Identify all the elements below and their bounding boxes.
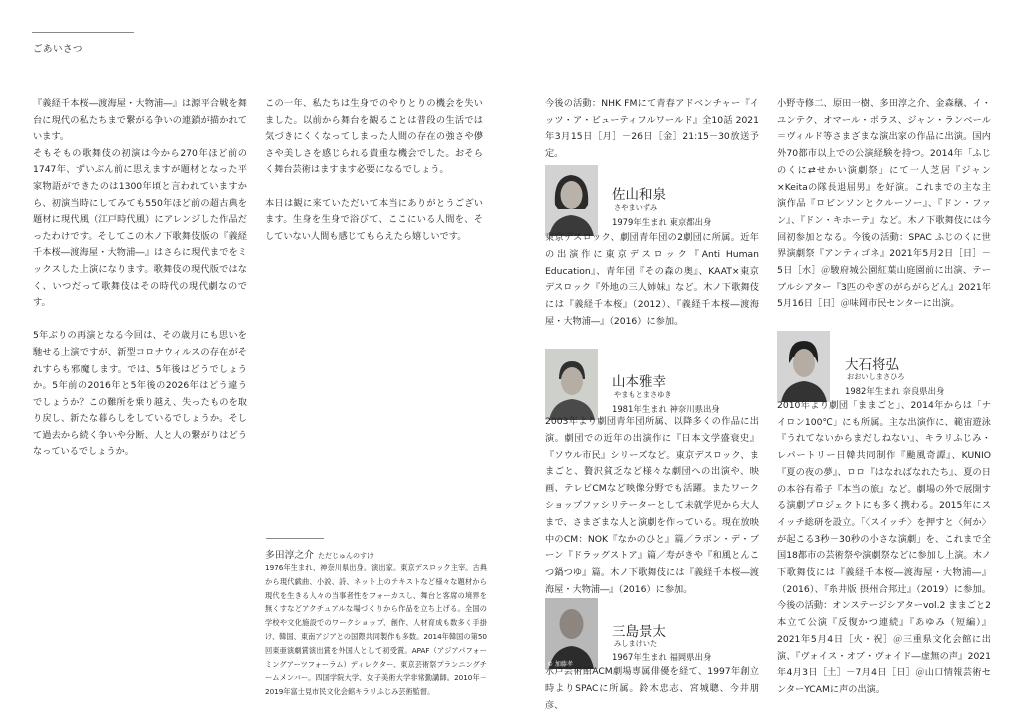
- mishima-name: 三島景太: [612, 624, 666, 640]
- mishima-bio-continued: 小野寺修二、原田一樹、多田淳之介、金森穣、イ・ユンテク、オマール・ポラス、ジャン・ランベール＝ヴィルド等さまざまな演出家の作品に出演。国内外70都市以上での公演経験を持つ。2014年「ふじのくに⇄せかい演劇祭」にて一人芝居『ジャン×Keitaの隊長退屈男』を好演。これまでの主な主演作品『ロビンソンとクルーソー』、『ドン・ファン』、『ドン・キホーテ』など。木ノ下歌舞伎には今回初参加となる。今後の活動：SPAC ふじのくに世界演劇祭『アンティゴネ』2021年5月2日［日］－5日［水］＠駿府城公園紅葉山庭園前に出演、テーブルシアター『3匹のやぎのがらがらどん』2021年5月16日［日］＠味岡市民センターに出演。: [777, 98, 991, 310]
- director-rule: [266, 538, 324, 539]
- mishima-portrait: [545, 598, 598, 669]
- greeting-column-1: [33, 96, 247, 461]
- paragraph: この一年、私たちは生身でのやりとりの機会を失いました。以前から舞台を観ることは普段の生活では気づきにくくなってしまった人間の存在の強さや儚さや美しさを感じられる貴重な機会でした。おそらく舞台芸術はますます必要になるでしょう。: [265, 98, 483, 176]
- mishima-bio: 水戸芸術館ACM劇場専属俳優を経て、1997年創立時よりSPACに所属。鈴木忠志、宮城聰、今井朋彦、: [545, 666, 759, 711]
- mishima-birth: 1967年生まれ 福岡県出身: [612, 652, 712, 662]
- mishima-reading: みしまけいた: [614, 639, 658, 648]
- column-3-intro: 今後の活動：NHK FMにて青春アドベンチャー『イッツ・ア・ビューティフルワールド』全10話 2021年3月15日［月］－26日［金］21:15－30放送予定。: [545, 98, 759, 159]
- sayama-birth: 1979年生まれ 東京都出身: [612, 217, 712, 227]
- photo-credit: © 加藤孝: [547, 661, 573, 668]
- yamamoto-bio: 2003年より劇団青年団所属、以降多くの作品に出演。劇団での近年の出演作に『日本文学盛衰史』『ソウル市民』シリーズなど。東京デスロック、ままごと、贅沢貧乏など様々な劇団への出演や、映画、テレビCMなど映像分野でも活躍。またワークショップファシリテーターとして未就学児から大人まで、さまざまな人と演劇を作っている。現在放映中のCM：NOK『なかのひと』篇／ラボン・デ・ブーン『ドラッグストア』篇／寿がきや『和風とんこつ鍋つゆ』篇。木ノ下歌舞伎には『義経千本桜―渡海屋・大物浦―』（2016）に参加。: [545, 416, 759, 595]
- yamamoto-birth: 1981年生まれ 神奈川県出身: [612, 404, 720, 414]
- sayama-name: 佐山和泉: [612, 187, 666, 203]
- oishi-birth: 1982年生まれ 奈良県出身: [845, 386, 945, 396]
- director-name-line: [265, 543, 487, 562]
- oishi-name: 大石将弘: [845, 357, 899, 373]
- page-heading: ごあいさつ: [33, 44, 84, 55]
- oishi-portrait: [777, 331, 830, 402]
- paragraph: そもそもの歌舞伎の初演は今から270年ほど前の1747年、ずいぶん前に思えますが題材となった平家物語ができたのは1300年頃と言われていますから、初演当時にしてみても550年ほど前の超古典を題材に現代風（江戸時代風）にアレンジした作品だったわけです。そしてこの木ノ下歌舞伎版の『義経千本桜―渡海屋・大物浦―』はさらに現代までをミックスした上演になります。歌舞伎の現代版ではなく、いつだって歌舞伎はその時代の現代劇なのです。: [33, 147, 247, 309]
- greeting-column-2: [265, 96, 483, 245]
- sayama-portrait: [545, 165, 598, 236]
- paragraph: 5年ぶりの再演となる今回は、その歳月にも思いを馳せる上演ですが、新型コロナウィルスの存在がそれすらも邪魔します。では、5年後はどうでしょうか。5年前の2016年と5年後の2026年はどう違うでしょうか？この難所を乗り越え、失ったものを取り戻し、新たな暮らしをしているでしょうか。そして過去から続く争いや分断、人と人の繋がりはどうなっているでしょうか。: [33, 330, 247, 458]
- sayama-reading: さやまいずみ: [614, 203, 658, 212]
- heading-rule: [32, 32, 134, 33]
- director-bio: 1976年生まれ、神奈川県出身。演出家。東京デスロック主宰。古典から現代戯曲、小説、詩、ネット上のテキストなど様々な題材から現代を生きる人々の当事者性をフォーカスし、舞台と客席の境界を無くすなどアクチュアルな場づくりから作品を立ち上げる。全国の学校や文化施設でのワークショップ、創作、人材育成も数多く手掛け、韓国、東南アジアとの国際共同製作も多数。2014年韓国の第50回東亜演劇賞演出賞を外国人として初受賞。APAF（アジアパフォーミングアーツフォーラム）ディレクター、東京芸術祭プランニングチームメンバー。四国学院大学、女子美術大学非常勤講師。2010年－2019年富士見市民文化会館キラリふじみ芸術監督。: [265, 563, 487, 697]
- director-reading: ただじゅんのすけ: [317, 552, 374, 560]
- yamamoto-reading: やまもとまさゆき: [614, 390, 672, 399]
- sayama-bio: 東京デスロック、劇団青年団の2劇団に所属。近年の出演作に東京デスロック『Anti Human Education』、青年団『その森の奥』、KAAT×東京デスロック『外地の三人姉妹』など。木ノ下歌舞伎には『義経千本桜』（2012）、『義経千本桜―渡海屋・大物浦―』（2016）に参加。: [545, 232, 759, 327]
- oishi-reading: おおいしまさひろ: [847, 372, 905, 381]
- yamamoto-name: 山本雅幸: [612, 374, 666, 390]
- yamamoto-portrait: [545, 349, 598, 420]
- director-name: 多田淳之介: [265, 550, 314, 561]
- paragraph: 『義経千本桜―渡海屋・大物浦―』は源平合戦を舞台に現代の私たちまで繋がる争いの連鎖が描かれています。: [33, 98, 247, 143]
- oishi-bio: 2010年より劇団「ままごと」、2014年からは「ナイロン100℃」にも所属。主な出演作に、範宙遊泳『うれてないからまだしねない』、キラリふじみ・レパートリー日韓共同制作『颱風奇譚』、KUNIO『夏の夜の夢』、ロロ『はなればなれたち』、夏の日の本谷有希子『本当の旅』など。劇場の外で展開する演劇プロジェクトにも多く携わる。2015年にスイッチ総研を設立。「〈スイッチ〉を押すと〈何か〉が起こる3秒－30秒の小さな演劇」を、これまで全国18都市の芸術祭や演劇祭などに参加し上演。木ノ下歌舞伎には『義経千本桜―渡海屋・大物浦―』（2016）、『糸井版 摂州合邦辻』（2019）に参加。今後の活動：オンステージシアターvol.2 ままごと2本立て公演『反復かつ連続』『あゆみ（短編）』2021年5月4日［火・祝］＠三重県文化会館に出演、『ヴォイス・オブ・ヴォイド―虚無の声』2021年4月3日［土］－7月4日［日］＠山口情報芸術センターYCAMに声の出演。: [777, 400, 991, 695]
- paragraph: 本日は観に来ていただいて本当にありがとうございます。生身を生身で浴びて、ここにいる人間を、そしていない人間も感じてもらえたら嬉しいです。: [265, 197, 483, 242]
